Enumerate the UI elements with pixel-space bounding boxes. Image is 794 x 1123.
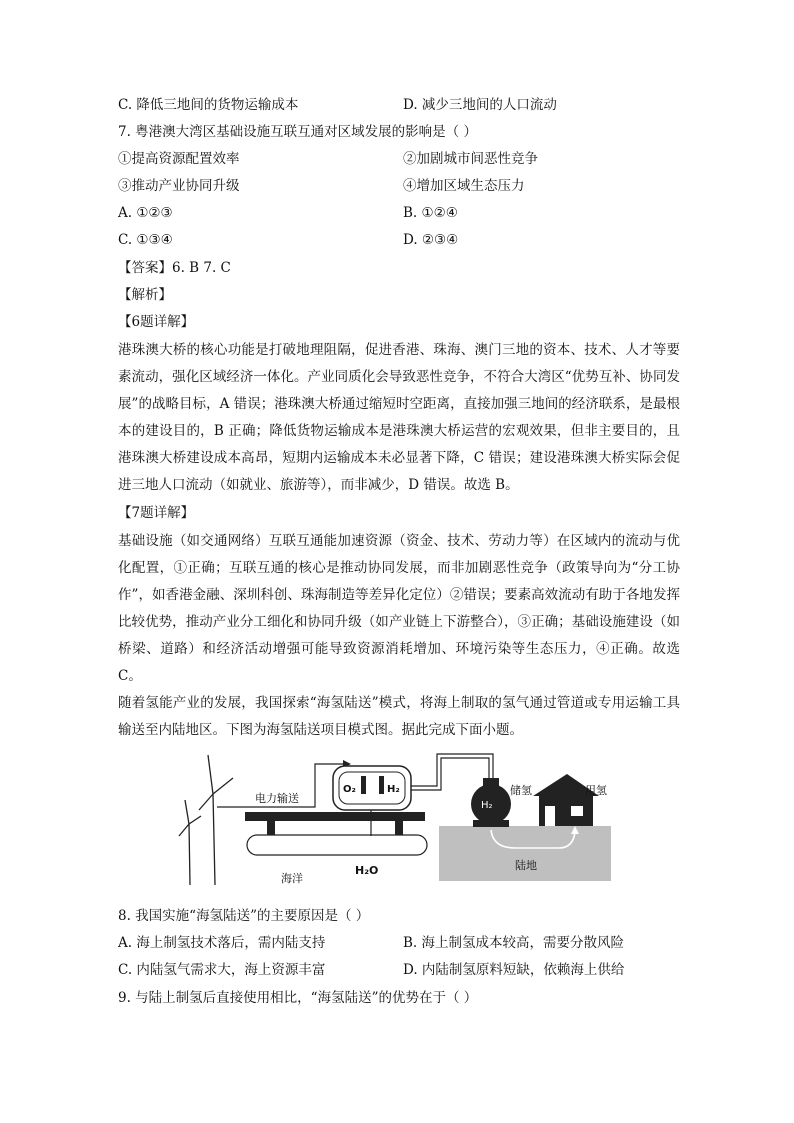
q7-option-d: D. ②③④: [403, 232, 459, 248]
analysis-heading: 【解析】: [118, 287, 172, 303]
intro-text: 随着氢能产业的发展，我国探索“海氢陆送”模式，将海上制取的氢气通过管道或专用运输工具输送至内陆地区。下图为海氢陆送项目模式图。据此完成下面小题。: [118, 695, 680, 738]
q8-option-a: A. 海上制氢技术落后，需内陆支持: [118, 935, 326, 951]
q7-detail-text: 基础设施（如交通网络）互联互通能加速资源（资金、技术、劳动力等）在区域内的流动与优化配置，①正确；互联互通的核心是推动协同发展，而非加剧恶性竞争（政策导向为“分工协作”，如香港金融、深圳科创、珠海制造等差异化定位）②错误；要素高效流动有助于各地发挥比较优势，推动产业分工细化和协同升级（如产业链上下游整合），③正确；基础设施建设（如桥梁、道路）和经济活动增强可能导致资源消耗增加、环境污染等生态压力，④正确。故选 C。: [118, 533, 680, 684]
o2-label: O₂: [343, 784, 356, 795]
power-label: 电力输送: [255, 792, 299, 805]
q8-option-c: C. 内陆氢气需求大，海上资源丰富: [118, 962, 326, 978]
q7-option-c: C. ①③④: [118, 232, 173, 248]
q7-item-4: ④增加区域生态压力: [403, 178, 525, 194]
q7-detail-heading: 【7题详解】: [118, 505, 195, 521]
tank-label: H₂: [481, 800, 493, 811]
use-label: 用氢: [585, 784, 607, 797]
q8-option-d: D. 内陆制氢原料短缺，依赖海上供给: [403, 962, 625, 978]
h2-label: H₂: [387, 784, 400, 795]
q8-option-b: B. 海上制氢成本较高，需要分散风险: [403, 935, 625, 951]
q6-detail-text: 港珠澳大桥的核心功能是打破地理阻隔，促进香港、珠海、澳门三地的资本、技术、人才等要素流动，强化区域经济一体化。产业同质化会导致恶性竞争，不符合大湾区“优势互补、协同发展”的战略目标，A 错误；港珠澳大桥通过缩短时空距离，直接加强三地间的经济联系，是最根本的建设目的，B 正确；降低货物运输成本是港珠澳大桥运营的宏观效果，但非主要目的，且港珠澳大桥建设成本高昂，短期内运输成本未必显著下降，C 错误；建设港珠澳大桥实际会促进三地人口流动（如就业、旅游等），而非减少，D 错误。故选 B。: [118, 342, 680, 493]
storage-label: 储氢: [510, 784, 532, 797]
wind-turbine-icon: [179, 755, 233, 885]
q7-stem: 7. 粤港澳大湾区基础设施互联互通对区域发展的影响是（ ）: [118, 124, 477, 140]
q6-detail-heading: 【6题详解】: [118, 314, 195, 330]
hydrogen-transport-figure: [175, 752, 615, 887]
q6-option-c: C. 降低三地间的货物运输成本: [118, 97, 299, 113]
answer-line: 【答案】6. B 7. C: [118, 260, 231, 276]
q7-item-3: ③推动产业协同升级: [118, 178, 240, 194]
q7-option-b: B. ①②④: [403, 205, 458, 221]
ocean-label: 海洋: [281, 872, 303, 885]
q8-stem: 8. 我国实施“海氢陆送”的主要原因是（ ）: [118, 908, 370, 924]
q6-option-d: D. 减少三地间的人口流动: [403, 97, 557, 113]
q7-option-a: A. ①②③: [118, 205, 173, 221]
water-label: H₂O: [355, 864, 379, 877]
q7-item-1: ①提高资源配置效率: [118, 151, 240, 167]
q9-stem: 9. 与陆上制氢后直接使用相比，“海氢陆送”的优势在于（ ）: [118, 990, 478, 1006]
q7-item-2: ②加剧城市间恶性竞争: [403, 151, 538, 167]
land-label: 陆地: [515, 859, 537, 872]
